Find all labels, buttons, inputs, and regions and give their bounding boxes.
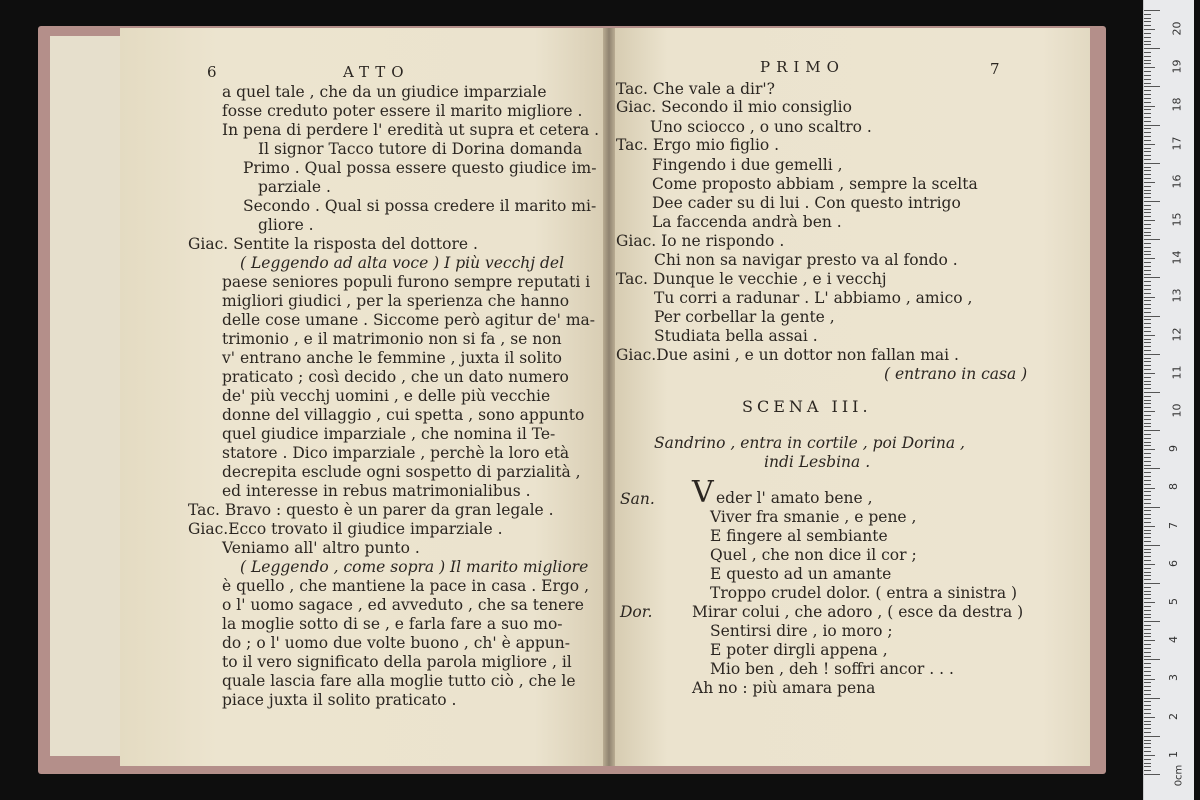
ruler-tick [1144,591,1151,592]
text-line: gliore . [258,216,314,234]
text-line: o l' uomo sagace , ed avveduto , che sa tenere [222,596,584,614]
ruler-tick [1144,507,1160,508]
text-line: do ; o l' uomo due volte buono , ch' è appun- [222,634,570,652]
ruler-tick [1144,518,1151,519]
verse-line: Tu corri a radunar . L' abbiamo , amico , [654,289,973,307]
ruler-tick [1144,262,1151,263]
ruler-tick [1144,552,1151,553]
ruler-tick [1144,549,1151,550]
ruler-tick [1144,102,1151,103]
ruler-tick [1144,598,1151,599]
ruler-tick [1144,556,1151,557]
ruler-number: 2 [1167,712,1180,720]
measurement-ruler [1143,0,1194,800]
ruler-tick [1144,445,1151,446]
ruler-tick [1144,300,1151,301]
speaker-label: San. [620,490,655,508]
scene-title: SCENA III. [742,397,872,416]
stage-direction: ( Leggendo , come sopra ) Il marito migliore [240,558,589,576]
ruler-tick [1144,197,1151,198]
ruler-tick [1144,625,1151,626]
verse-line: La faccenda andrà ben . [652,213,842,231]
ruler-tick [1144,365,1151,366]
text-line: Il signor Tacco tutore di Dorina domanda [258,140,583,158]
ruler-number: 17 [1170,136,1184,151]
ruler-tick [1144,67,1155,68]
verse-line: Viver fra smanie , e pene , [710,508,917,526]
ruler-tick [1144,606,1151,607]
ruler-tick [1144,411,1155,412]
ruler-tick [1144,656,1151,657]
ruler-tick [1144,212,1151,213]
ruler-tick [1144,614,1151,615]
ruler-tick [1144,98,1151,99]
ruler-tick [1144,144,1155,145]
ruler-tick [1144,648,1151,649]
verse-line: Uno sciocco , o uno scaltro . [650,118,872,136]
ruler-tick [1144,86,1160,87]
ruler-tick [1144,438,1151,439]
speaker-line: Giac. Secondo il mio consiglio [616,98,852,116]
ruler-tick [1144,400,1151,401]
ruler-tick [1144,434,1151,435]
ruler-tick [1144,694,1151,695]
ruler-tick [1144,83,1151,84]
ruler-tick [1144,136,1151,137]
ruler-tick [1144,403,1151,404]
ruler-tick [1144,682,1151,683]
ruler-tick [1144,743,1151,744]
ruler-tick [1144,751,1151,752]
ruler-tick [1144,312,1151,313]
ruler-tick [1144,339,1151,340]
ruler-tick [1144,675,1151,676]
ruler-tick [1144,705,1151,706]
verse-line: E poter dirgli appena , [710,641,888,659]
verse-line: Fingendo i due gemelli , [652,156,843,174]
speaker-line: Giac.Due asini , e un dottor non fallan mai . [616,346,959,364]
ruler-tick [1144,266,1151,267]
text-line: decrepita esclude ogni sospetto di parzialità , [222,463,581,481]
ruler-tick [1144,52,1151,53]
ruler-number: 16 [1170,174,1184,189]
ruler-tick [1144,564,1155,565]
ruler-number: 19 [1170,59,1184,74]
ruler-tick [1144,491,1151,492]
ruler-number: 15 [1170,212,1184,227]
ruler-tick [1144,205,1151,206]
ruler-tick [1144,106,1155,107]
verse-line: Studiata bella assai . [654,327,818,345]
ruler-tick [1144,132,1151,133]
verse-line: Mio ben , deh ! soffri ancor . . . [710,660,954,678]
ruler-tick [1144,109,1151,110]
ruler-tick [1144,724,1151,725]
ruler-tick [1144,709,1151,710]
ruler-tick [1144,679,1155,680]
stage-direction: ( entrano in casa ) [884,365,1028,383]
ruler-tick [1144,629,1151,630]
ruler-unit-label: 0cm [1173,764,1185,787]
ruler-tick [1144,232,1151,233]
ruler-tick [1144,293,1151,294]
ruler-tick [1144,717,1155,718]
ruler-tick [1144,331,1151,332]
ruler-tick [1144,468,1160,469]
text-line: de' più vecchj uomini , e delle più vecchie [222,387,551,405]
ruler-tick [1144,128,1151,129]
ruler-tick [1144,545,1160,546]
ruler-tick [1144,170,1151,171]
ruler-tick [1144,755,1155,756]
page-number: 7 [990,60,1006,78]
ruler-tick [1144,690,1151,691]
ruler-tick [1144,384,1151,385]
ruler-tick [1144,415,1151,416]
ruler-tick [1144,449,1155,450]
scene-direction: indi Lesbina . [764,453,871,471]
ruler-tick [1144,10,1160,11]
ruler-tick [1144,224,1151,225]
ruler-tick [1144,701,1151,702]
ruler-tick [1144,151,1151,152]
ruler-tick [1144,369,1151,370]
ruler-tick [1144,721,1151,722]
ruler-tick [1144,258,1155,259]
ruler-tick [1144,713,1151,714]
ruler-tick [1144,442,1151,443]
ruler-tick [1144,568,1151,569]
text-line: quale lascia fare alla moglie tutto ciò , che le [222,672,576,690]
ruler-tick [1144,503,1151,504]
ruler-tick [1144,140,1151,141]
ruler-tick [1144,594,1151,595]
ruler-tick [1144,220,1155,221]
ruler-tick [1144,526,1155,527]
ruler-tick [1144,335,1155,336]
ruler-number: 20 [1170,21,1184,36]
scene-direction: Sandrino , entra in cortile , poi Dorina , [654,434,965,452]
ruler-tick [1144,274,1151,275]
text-line: a quel tale , che da un giudice imparziale [222,83,547,101]
ruler-tick [1144,235,1151,236]
verse-line: Per corbellar la gente , [654,308,835,326]
ruler-tick [1144,289,1151,290]
verse-line: E questo ad un amante [710,565,892,583]
ruler-tick [1144,159,1151,160]
ruler-tick [1144,201,1160,202]
ruler-number: 5 [1167,598,1180,605]
ruler-tick [1144,579,1151,580]
ruler-tick [1144,419,1151,420]
ruler-number: 9 [1167,445,1180,453]
running-head: ATTO [343,63,410,81]
speaker-line: Giac. Io ne rispondo . [616,232,785,250]
ruler-tick [1144,29,1155,30]
page-number: 6 [207,63,223,81]
text-line: quel giudice imparziale , che nomina il Te- [222,425,556,443]
ruler-tick [1144,457,1151,458]
ruler-tick [1144,763,1151,764]
ruler-tick [1144,583,1160,584]
ruler-tick [1144,316,1160,317]
ruler-tick [1144,270,1151,271]
speaker-line: Tac. Che vale a dir'? [616,80,775,98]
ruler-tick [1144,476,1151,477]
ruler-tick [1144,60,1151,61]
ruler-tick [1144,407,1151,408]
text-line: trimonio , e il matrimonio non si fa , se non [222,330,562,348]
ruler-tick [1144,686,1151,687]
ruler-tick [1144,530,1151,531]
text-line: piace juxta il solito praticato . [222,691,457,709]
ruler-tick [1144,499,1151,500]
ruler-tick [1144,71,1151,72]
ruler-tick [1144,495,1151,496]
ruler-tick [1144,652,1151,653]
ruler-tick [1144,770,1151,771]
ruler-number: 18 [1170,97,1184,112]
ruler-tick [1144,186,1151,187]
ruler-tick [1144,21,1151,22]
ruler-tick [1144,644,1151,645]
ruler-tick [1144,342,1151,343]
ruler-tick [1144,44,1151,45]
ruler-tick [1144,125,1160,126]
ruler-tick [1144,381,1151,382]
ruler-tick [1144,533,1151,534]
ruler-tick [1144,633,1151,634]
ruler-tick [1144,617,1151,618]
ruler-number: 4 [1167,636,1180,644]
ruler-tick [1144,18,1151,19]
ruler-tick [1144,277,1160,278]
ruler-tick [1144,423,1151,424]
verse-line: Come proposto abbiam , sempre la scelta [652,175,978,193]
ruler-tick [1144,113,1151,114]
ruler-tick [1144,560,1151,561]
ruler-tick [1144,163,1160,164]
ruler-tick [1144,541,1151,542]
ruler-tick [1144,602,1155,603]
verse-line: eder l' amato bene , [716,489,873,507]
ruler-tick [1144,14,1151,15]
ruler-tick [1144,41,1151,42]
ruler-tick [1144,319,1151,320]
ruler-tick [1144,377,1151,378]
ruler-tick [1144,659,1160,660]
text-line: to il vero significato della parola migliore , il [222,653,572,671]
text-line: fosse creduto poter essere il marito migliore . [222,102,583,120]
ruler-tick [1144,56,1151,57]
ruler-tick [1144,190,1151,191]
text-line: Primo . Qual possa essere questo giudice im- [243,159,597,177]
ruler-number: 12 [1170,327,1184,342]
ruler-tick [1144,774,1160,775]
ruler-tick [1144,228,1151,229]
verse-line: Chi non sa navigar presto va al fondo . [654,251,958,269]
drop-cap: V [692,475,714,510]
ruler-tick [1144,155,1151,156]
ruler-tick [1144,63,1151,64]
verse-line: E fingere al sembiante [710,527,888,545]
speaker-line: Giac.Ecco trovato il giudice imparziale . [188,520,503,538]
ruler-number: 3 [1167,674,1180,682]
text-line: paese seniores populi furono sempre reputati i [222,273,591,291]
ruler-tick [1144,304,1151,305]
ruler-tick [1144,736,1160,737]
ruler-tick [1144,354,1160,355]
ruler-tick [1144,174,1151,175]
ruler-tick [1144,297,1155,298]
ruler-tick [1144,193,1151,194]
ruler-tick [1144,392,1160,393]
ruler-tick [1144,79,1151,80]
running-head: PRIMO [760,58,845,76]
book-gutter [603,28,615,766]
speaker-line: Tac. Bravo : questo è un parer da gran legale . [188,501,554,519]
text-line: statore . Dico imparziale , perchè la loro età [222,444,570,462]
verse-line: Mirar colui , che adoro , ( esce da destra ) [692,603,1024,621]
ruler-tick [1144,484,1151,485]
speaker-label: Dor. [620,603,653,621]
ruler-tick [1144,308,1151,309]
text-line: delle cose umane . Siccome però agitur de' ma- [222,311,595,329]
ruler-tick [1144,285,1151,286]
ruler-tick [1144,121,1151,122]
speaker-line: Giac. Sentite la risposta del dottore . [188,235,478,253]
ruler-tick [1144,90,1151,91]
speaker-line: Tac. Ergo mio figlio . [616,136,780,154]
text-line: v' entrano anche le femmine , juxta il solito [222,349,562,367]
ruler-tick [1144,167,1151,168]
ruler-tick [1144,572,1151,573]
ruler-tick [1144,373,1155,374]
ruler-tick [1144,281,1151,282]
ruler-tick [1144,426,1151,427]
ruler-tick [1144,465,1151,466]
ruler-tick [1144,33,1151,34]
ruler-number: 14 [1170,250,1184,265]
text-line: è quello , che mantiene la pace in casa . Ergo , [222,577,589,595]
text-line: In pena di perdere l' eredità ut supra et cetera . [222,121,600,139]
ruler-tick [1144,216,1151,217]
verse-line: Quel , che non dice il cor ; [710,546,917,564]
ruler-tick [1144,388,1151,389]
ruler-tick [1144,698,1160,699]
stage-direction: ( Leggendo ad alta voce ) I più vecchj del [240,254,565,272]
ruler-tick [1144,728,1151,729]
ruler-number: 6 [1167,559,1180,567]
ruler-tick [1144,243,1151,244]
ruler-tick [1144,759,1151,760]
ruler-tick [1144,430,1160,431]
ruler-tick [1144,48,1160,49]
ruler-tick [1144,182,1155,183]
ruler-number: 11 [1170,365,1184,380]
ruler-number: 7 [1167,521,1180,529]
ruler-tick [1144,239,1160,240]
ruler-tick [1144,358,1151,359]
ruler-tick [1144,461,1151,462]
text-line: ed interesse in rebus matrimonialibus . [222,482,531,500]
text-line: praticato ; così decido , che un dato numero [222,368,569,386]
ruler-tick [1144,251,1151,252]
verse-line: Dee cader su di lui . Con questo intrigo [652,194,961,212]
speaker-line: Tac. Dunque le vecchie , e i vecchj [616,270,887,288]
ruler-tick [1144,522,1151,523]
text-line: parziale . [258,178,331,196]
ruler-tick [1144,37,1151,38]
ruler-number: 8 [1167,483,1180,491]
ruler-tick [1144,663,1151,664]
ruler-tick [1144,75,1151,76]
ruler-tick [1144,117,1151,118]
ruler-tick [1144,667,1151,668]
verse-line: Sentirsi dire , io moro ; [710,622,893,640]
text-line: Secondo . Qual si possa credere il marito mi- [243,197,597,215]
flyleaf [50,36,120,756]
ruler-tick [1144,453,1151,454]
ruler-tick [1144,247,1151,248]
ruler-tick [1144,323,1151,324]
ruler-tick [1144,621,1160,622]
ruler-tick [1144,346,1151,347]
ruler-tick [1144,327,1151,328]
verse-line: Troppo crudel dolor. ( entra a sinistra ) [710,584,1018,602]
text-line: Veniamo all' altro punto . [222,539,420,557]
ruler-number: 10 [1170,403,1184,418]
ruler-tick [1144,636,1151,637]
ruler-tick [1144,148,1151,149]
ruler-tick [1144,510,1151,511]
ruler-tick [1144,480,1151,481]
ruler-tick [1144,537,1151,538]
ruler-tick [1144,514,1151,515]
ruler-tick [1144,94,1151,95]
ruler-tick [1144,587,1151,588]
ruler-tick [1144,25,1151,26]
ruler-tick [1144,575,1151,576]
ruler-tick [1144,747,1151,748]
ruler-number: 13 [1170,288,1184,303]
text-line: migliori giudici , per la sperienza che hanno [222,292,570,310]
ruler-tick [1144,178,1151,179]
ruler-tick [1144,732,1151,733]
ruler-tick [1144,640,1155,641]
ruler-tick [1144,472,1151,473]
ruler-number: 1 [1167,750,1180,758]
ruler-tick [1144,209,1151,210]
ruler-tick [1144,254,1151,255]
ruler-tick [1144,610,1151,611]
ruler-tick [1144,361,1151,362]
ruler-tick [1144,396,1151,397]
text-line: donne del villaggio , cui spetta , sono appunto [222,406,585,424]
text-line: la moglie sotto di se , e farla fare a suo mo- [222,615,563,633]
ruler-tick [1144,671,1151,672]
ruler-tick [1144,350,1151,351]
ruler-tick [1144,488,1155,489]
verse-line: Ah no : più amara pena [692,679,876,697]
ruler-tick [1144,766,1151,767]
ruler-tick [1144,740,1151,741]
